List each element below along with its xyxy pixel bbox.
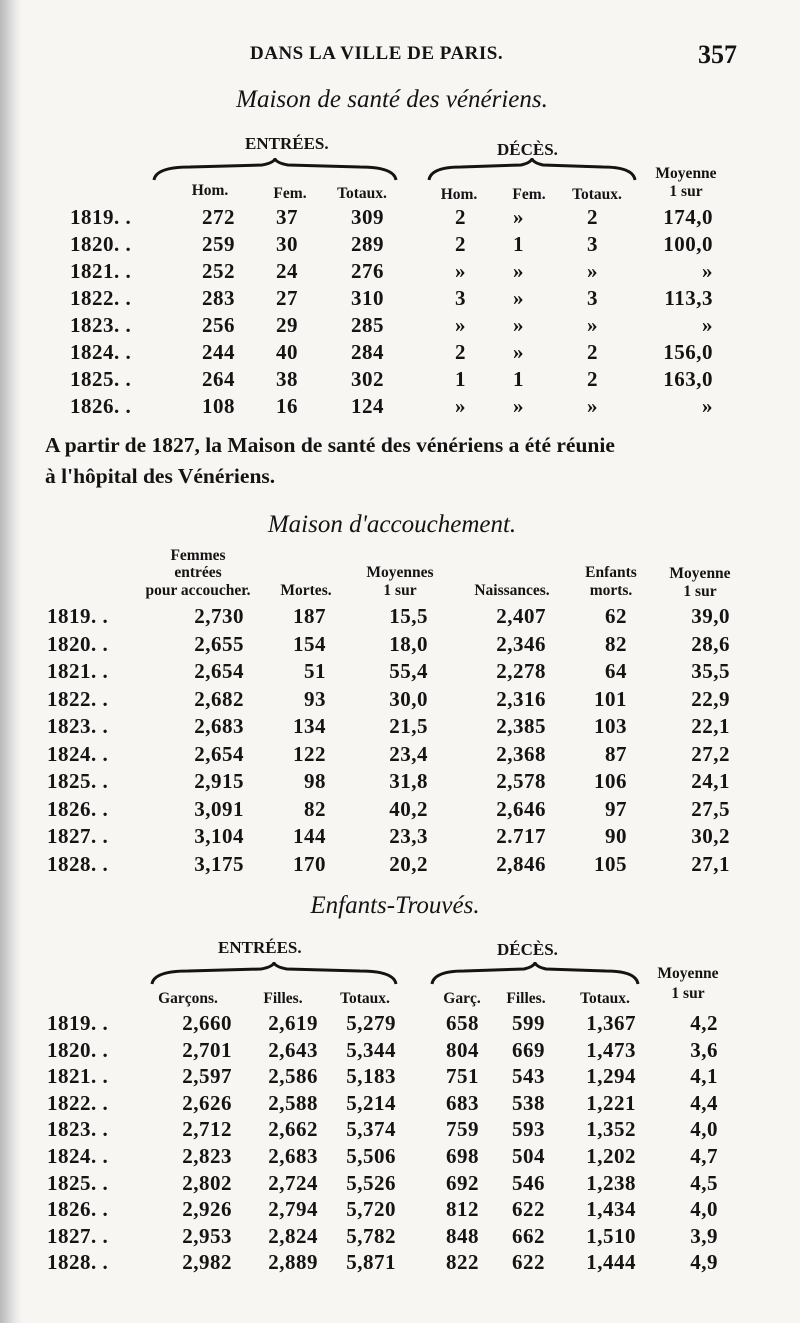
table-cell: 272 (202, 205, 235, 229)
table-cell: 5,344 (346, 1037, 396, 1062)
table-cell: 154 (293, 631, 326, 656)
header-garc-deces: Garç. (443, 990, 481, 1007)
table-cell: 27,1 (691, 851, 730, 876)
table-cell: 2,794 (268, 1197, 318, 1222)
table-cell: 40,2 (389, 796, 428, 821)
table-cell: 284 (351, 340, 384, 364)
table-cell: 283 (202, 286, 235, 310)
table-cell: 1,202 (586, 1144, 636, 1168)
table-cell: 1 (455, 367, 466, 391)
header-un-sur: 1 sur (669, 183, 703, 200)
table-cell: 106 (594, 769, 627, 793)
table-cell: 2,824 (268, 1223, 318, 1248)
table-cell: 669 (512, 1037, 545, 1062)
table-cell: » (587, 259, 598, 283)
table-cell: 4,9 (690, 1250, 718, 1275)
header-hom: Hom. (191, 182, 229, 199)
table-cell: 122 (293, 741, 326, 766)
table-cell: 2 (587, 340, 598, 364)
row-year: 1827. . (47, 1223, 109, 1248)
page-number: 357 (698, 40, 737, 69)
table-cell: 16 (276, 394, 298, 418)
table-cell: 2,385 (496, 714, 546, 738)
table-cell: 5,526 (346, 1170, 396, 1195)
table-cell: 2,626 (182, 1090, 232, 1115)
table-cell: 2,889 (268, 1250, 318, 1275)
section-title-maison-de-sante: Maison de santé des vénériens. (236, 86, 548, 113)
table-cell: 38 (276, 367, 298, 391)
row-year: 1827. . (47, 824, 109, 848)
table-cell: 29 (276, 313, 298, 337)
table-cell: 51 (304, 659, 326, 683)
table-cell: 82 (605, 631, 627, 656)
table-cell: 2,588 (268, 1090, 318, 1115)
table-cell: 2,802 (182, 1170, 232, 1195)
table-cell: 3,9 (690, 1223, 718, 1248)
table-cell: 35,5 (691, 659, 730, 683)
table-cell: 31,8 (389, 769, 428, 793)
table-cell: 2,953 (182, 1223, 232, 1248)
table-cell: 4,2 (690, 1011, 718, 1035)
table-cell: 2,654 (194, 741, 244, 766)
table-cell: 593 (512, 1117, 545, 1142)
table-cell: 1,352 (586, 1117, 636, 1142)
row-year: 1828. . (47, 851, 109, 876)
table-cell: 4,0 (690, 1117, 718, 1142)
table-cell: 4,5 (690, 1170, 718, 1195)
table-cell: 264 (202, 367, 235, 391)
header-garcons: Garçons. (158, 990, 218, 1007)
table-cell: 87 (605, 741, 627, 766)
table-cell: 98 (304, 769, 326, 793)
table-cell: » (513, 394, 524, 418)
row-year: 1826. . (47, 796, 109, 821)
header-pour-accoucher: pour accoucher. (145, 582, 251, 599)
table-cell: 24,1 (691, 769, 730, 793)
table-cell: 4,7 (690, 1144, 718, 1168)
table-cell: 134 (293, 714, 326, 738)
table-cell: 28,6 (691, 631, 730, 656)
table-cell: 538 (512, 1090, 545, 1115)
table-cell: 27 (276, 286, 298, 310)
row-year: 1823. . (47, 714, 109, 738)
header-entrees: entrées (174, 564, 222, 581)
row-year: 1825. . (70, 367, 132, 391)
table-cell: 2,619 (268, 1011, 318, 1035)
table-cell: 15,5 (389, 604, 428, 628)
table-cell: » (587, 313, 598, 337)
table-cell: 2,823 (182, 1144, 232, 1168)
table-cell: 2,683 (268, 1144, 318, 1168)
header-totaux-deces: Totaux. (572, 186, 622, 203)
header-fem-deces: Fem. (512, 186, 546, 203)
row-year: 1819. . (47, 1011, 109, 1035)
table-cell: 2,597 (182, 1064, 232, 1089)
table-cell: 27,2 (691, 741, 730, 766)
row-year: 1823. . (70, 313, 132, 337)
row-year: 1821. . (47, 659, 109, 683)
running-head: DANS LA VILLE DE PARIS. (250, 43, 504, 64)
group-label-deces: DÉCÈS. (497, 140, 558, 159)
row-year: 1821. . (70, 259, 132, 283)
table-cell: 4,0 (690, 1197, 718, 1222)
table-cell: 2 (455, 205, 466, 229)
row-year: 1820. . (47, 1037, 109, 1062)
note-line-1: A partir de 1827, la Maison de santé des vénériens a été réunie (45, 433, 615, 457)
table-cell: 103 (594, 714, 627, 738)
table-cell: 5,214 (346, 1090, 396, 1115)
table-cell: » (455, 394, 466, 418)
group-label-entrees-2: ENTRÉES. (218, 938, 302, 957)
table-cell: 55,4 (389, 659, 428, 683)
header-totaux: Totaux. (337, 185, 387, 202)
table-cell: 156,0 (663, 340, 713, 364)
table-cell: 113,3 (664, 286, 713, 310)
row-year: 1826. . (70, 394, 132, 418)
header-moyennes-un-sur: 1 sur (383, 582, 417, 599)
table-cell: 2,586 (268, 1064, 318, 1089)
table-cell: 2 (455, 232, 466, 256)
row-year: 1826. . (47, 1197, 109, 1222)
section-title-maison-d-accouchement: Maison d'accouchement. (267, 511, 517, 538)
table-cell: 5,183 (346, 1064, 396, 1089)
table-cell: 3,091 (194, 796, 244, 821)
table-cell: 5,871 (346, 1250, 396, 1275)
brace-entrees-2 (148, 962, 400, 988)
table-cell: » (455, 259, 466, 283)
header-hom-deces: Hom. (440, 186, 478, 203)
table-cell: 18,0 (389, 631, 428, 656)
header-filles-deces: Filles. (506, 990, 546, 1007)
table-cell: 62 (605, 604, 627, 628)
table-cell: 93 (304, 686, 326, 711)
table-cell: 256 (202, 313, 235, 337)
table-cell: 101 (594, 686, 627, 711)
row-year: 1823. . (47, 1117, 109, 1142)
table-cell: 5,720 (346, 1197, 396, 1222)
table-cell: 622 (512, 1197, 545, 1222)
table-cell: 23,3 (389, 824, 428, 848)
table-cell: 2,730 (194, 604, 244, 628)
table-cell: 1,510 (586, 1223, 636, 1248)
table-cell: » (702, 394, 713, 418)
table-cell: 21,5 (389, 714, 428, 738)
table-cell: 3 (455, 286, 466, 310)
table-cell: » (587, 394, 598, 418)
row-year: 1820. . (70, 232, 132, 256)
table-cell: » (513, 313, 524, 337)
table-cell: 2,660 (182, 1011, 232, 1035)
table-cell: 2,278 (496, 659, 546, 683)
table-cell: 309 (351, 205, 384, 229)
header-moyenne-3-un-sur: 1 sur (671, 985, 705, 1002)
table-cell: 2,368 (496, 741, 546, 766)
table-cell: 812 (446, 1197, 479, 1222)
row-year: 1825. . (47, 769, 109, 793)
table-cell: 2,982 (182, 1250, 232, 1275)
table-cell: 4,1 (690, 1064, 718, 1089)
table-cell: 100,0 (663, 232, 713, 256)
table-cell: 504 (512, 1144, 545, 1168)
table-cell: 27,5 (691, 796, 730, 821)
table-cell: 30,0 (389, 686, 428, 711)
table-cell: 751 (446, 1064, 479, 1089)
table-cell: 302 (351, 367, 384, 391)
row-year: 1828. . (47, 1250, 109, 1275)
table-cell: 822 (446, 1250, 479, 1275)
table-cell: 698 (446, 1144, 479, 1168)
header-totaux-2: Totaux. (340, 990, 390, 1007)
table-cell: 3,104 (194, 824, 244, 848)
table-cell: 310 (351, 286, 384, 310)
table-cell: 1,473 (586, 1037, 636, 1062)
table-cell: 39,0 (691, 604, 730, 628)
table-cell: 2,407 (496, 604, 546, 628)
table-cell: 40 (276, 340, 298, 364)
table-cell: 170 (293, 851, 326, 876)
table-cell: 22,1 (691, 714, 730, 738)
group-label-deces-2: DÉCÈS. (497, 940, 558, 959)
table-cell: 1,294 (586, 1064, 636, 1089)
table-cell: 259 (202, 232, 235, 256)
table-cell: 683 (446, 1090, 479, 1115)
table-cell: 2,654 (194, 659, 244, 683)
table-cell: 2.717 (496, 824, 546, 848)
table-cell: 658 (446, 1011, 479, 1035)
table-cell: 20,2 (389, 851, 428, 876)
row-year: 1822. . (47, 686, 109, 711)
table-cell: 30 (276, 232, 298, 256)
table-cell: 97 (605, 796, 627, 821)
row-year: 1822. . (70, 286, 132, 310)
table-cell: 2 (587, 367, 598, 391)
row-year: 1824. . (70, 340, 132, 364)
table-cell: 285 (351, 313, 384, 337)
header-moyenne: Moyenne (655, 165, 717, 182)
table-cell: 22,9 (691, 686, 730, 711)
header-totaux-deces-2: Totaux. (580, 990, 630, 1007)
table-cell: 5,506 (346, 1144, 396, 1168)
header-moyenne-3: Moyenne (657, 965, 719, 982)
table-cell: 90 (605, 824, 627, 848)
table-cell: 276 (351, 259, 384, 283)
table-cell: 804 (446, 1037, 479, 1062)
table-cell: 5,279 (346, 1011, 396, 1035)
table-cell: 3 (587, 286, 598, 310)
row-year: 1819. . (47, 604, 109, 628)
brace-entrees (150, 158, 400, 184)
table-cell: 1,444 (586, 1250, 636, 1275)
table-cell: 759 (446, 1117, 479, 1142)
table-cell: 2,662 (268, 1117, 318, 1142)
table-cell: 3,6 (690, 1037, 718, 1062)
header-femmes: Femmes (170, 547, 226, 564)
header-moyenne-2-un-sur: 1 sur (683, 583, 717, 600)
table-cell: 244 (202, 340, 235, 364)
table-cell: 546 (512, 1170, 545, 1195)
table-cell: 144 (293, 824, 326, 848)
row-year: 1820. . (47, 631, 109, 656)
header-naissances: Naissances. (474, 582, 550, 599)
row-year: 1825. . (47, 1170, 109, 1195)
table-cell: 24 (276, 259, 298, 283)
table-cell: » (455, 313, 466, 337)
table-cell: » (513, 259, 524, 283)
table-cell: 30,2 (691, 824, 730, 848)
table-cell: » (702, 259, 713, 283)
table-cell: 1 (513, 232, 524, 256)
table-cell: 2,346 (496, 631, 546, 656)
table-cell: 124 (351, 394, 384, 418)
table-cell: 1 (513, 367, 524, 391)
note-line-2: à l'hôpital des Vénériens. (45, 464, 276, 488)
table-cell: 3,175 (194, 851, 244, 876)
table-cell: 82 (304, 796, 326, 821)
table-cell: 599 (512, 1011, 545, 1035)
table-cell: 37 (276, 205, 298, 229)
table-cell: 2,578 (496, 769, 546, 793)
table-cell: 2,683 (194, 714, 244, 738)
table-cell: 2,682 (194, 686, 244, 711)
header-mortes: Mortes. (280, 582, 332, 599)
table-cell: 4,4 (690, 1090, 718, 1115)
table-cell: 163,0 (663, 367, 713, 391)
table-cell: 692 (446, 1170, 479, 1195)
table-cell: 174,0 (663, 205, 713, 229)
header-filles: Filles. (263, 990, 303, 1007)
table-cell: 1,434 (586, 1197, 636, 1222)
table-cell: 622 (512, 1250, 545, 1275)
table-cell: » (513, 286, 524, 310)
header-moyenne-2: Moyenne (669, 565, 731, 582)
table-cell: 105 (594, 851, 627, 876)
table-cell: 1,367 (586, 1011, 636, 1035)
table-cell: 2,646 (496, 796, 546, 821)
row-year: 1819. . (70, 205, 132, 229)
row-year: 1824. . (47, 741, 109, 766)
row-year: 1822. . (47, 1090, 109, 1115)
table-cell: 1,238 (586, 1170, 636, 1195)
header-enfants-morts: morts. (589, 582, 633, 599)
brace-deces (425, 158, 640, 184)
table-cell: 187 (293, 604, 326, 628)
table-cell: 252 (202, 259, 235, 283)
table-cell: 5,374 (346, 1117, 396, 1142)
section-title-enfants-trouves: Enfants-Trouvés. (310, 892, 480, 919)
table-cell: » (513, 205, 524, 229)
table-cell: 2 (455, 340, 466, 364)
table-cell: 289 (351, 232, 384, 256)
table-cell: » (702, 313, 713, 337)
table-cell: 3 (587, 232, 598, 256)
table-cell: » (513, 340, 524, 364)
table-cell: 2,915 (194, 769, 244, 793)
row-year: 1824. . (47, 1144, 109, 1168)
header-moyennes: Moyennes (366, 564, 434, 581)
table-cell: 5,782 (346, 1223, 396, 1248)
table-cell: 848 (446, 1223, 479, 1248)
table-cell: 2,701 (182, 1037, 232, 1062)
table-cell: 2,724 (268, 1170, 318, 1195)
table-cell: 2 (587, 205, 598, 229)
table-cell: 662 (512, 1223, 545, 1248)
table-cell: 2,655 (194, 631, 244, 656)
table-cell: 2,846 (496, 851, 546, 876)
group-label-entrees: ENTRÉES. (245, 134, 329, 153)
table-cell: 64 (605, 659, 627, 683)
row-year: 1821. . (47, 1064, 109, 1089)
table-cell: 2,316 (496, 686, 546, 711)
header-fem: Fem. (273, 185, 307, 202)
table-cell: 108 (202, 394, 235, 418)
header-enfants: Enfants (585, 564, 637, 581)
table-cell: 543 (512, 1064, 545, 1089)
table-cell: 2,712 (182, 1117, 232, 1142)
table-cell: 2,643 (268, 1037, 318, 1062)
brace-deces-2 (428, 962, 643, 988)
table-cell: 23,4 (389, 741, 428, 766)
table-cell: 2,926 (182, 1197, 232, 1222)
table-cell: 1,221 (586, 1090, 636, 1115)
